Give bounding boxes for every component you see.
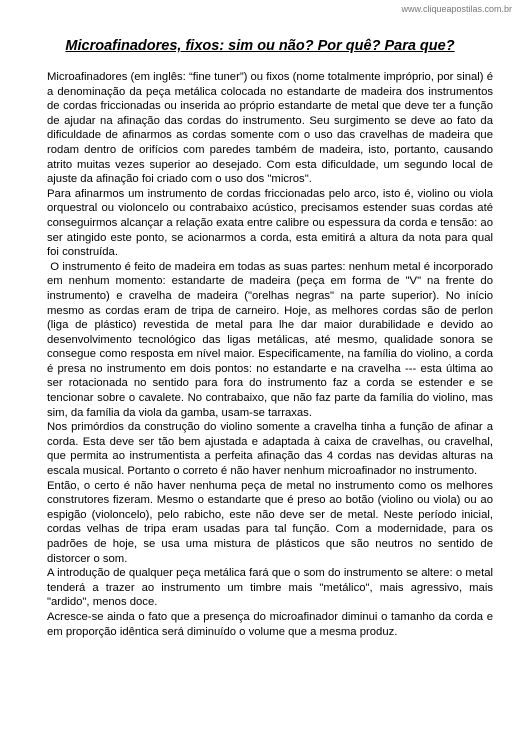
paragraph-6: A introdução de qualquer peça metálica fará que o som do instrumento se altere: o metal tenderá a trazer ao instrumento um timbre mais "metálico", mais agressivo, mais "ardido", menos doce. <box>47 567 493 609</box>
site-watermark: www.cliqueapostilas.com.br <box>401 4 512 14</box>
paragraph-1: Microafinadores (em inglês: “fine tuner”) ou fixos (nome totalmente impróprio, por sinal) é a denominação da peça metálica colocada no estandarte de madeira dos instrumentos de cordas friccionadas ou inserida ao próprio estandarte de metal que deve ter a função de ajudar na afinação das cordas do instrumento. Seu surgimento se deve ao fato da dificuldade de afinarmos as cordas somente com o uso das cravelhas de madeira que rodam dentro de orifícios com paredes também de madeira, isto, portanto, causando atrito muitas vezes superior ao desejado. Com esta dificuldade, um segundo local de ajuste da afinação foi criado com o uso dos "micros". <box>47 71 493 186</box>
paragraph-3: O instrumento é feito de madeira em todas as suas partes: nenhum metal é incorporado em nenhum momento: estandarte de madeira (peça em forma de "V" na frente do instrumento) e cravelha de madeira ("orelhas negras" na parte superior). No início mesmo as cordas eram de tripa de carneiro. Hoje, as melhores cordas são de perlon (liga de plástico) revestida de metal para lhe dar maior durabilidade e devido ao desenvolvimento tecnológico das ligas metálicas, até mesmo, qualidade sonora se consegue como resposta em nível maior. Especificamente, na família do violino, a corda é presa no instrumento em dois pontos: no estandarte e na cravelha --- esta última ao ser rotacionada no sentido para fora do instrumento faz a corda se estender e se tencionar sobre o cavalete. No contrabaixo, que não faz parte da família do violino, mas sim, da família da viola da gamba, usam-se tarraxas. <box>47 260 497 419</box>
paragraph-5: Então, o certo é não haver nenhuma peça de metal no instrumento como os melhores construtores fizeram. Mesmo o estandarte que é preso ao botão (violino ou viola) ou ao espigão (violoncelo), pelo rabicho, este não deve ser de metal. Neste período inicial, cordas velhas de tripa eram usadas para tal função. Com a modernidade, para os padrões de hoje, se usa uma mistura de plásticos que são neutros no sentido de distorcer o som. <box>47 479 493 565</box>
article-body <box>47 70 497 639</box>
paragraph-2: Para afinarmos um instrumento de cordas friccionadas pelo arco, isto é, violino ou viola orquestral ou violoncelo ou contrabaixo acústico, precisamos estender suas cordas até conseguirmos alcançar a relação exata entre calibre ou espessura da corda e tensão: ao ser atingido este ponto, se acionarmos a corda, esta emitirá a altura da nota para qual foi construída. <box>47 187 493 259</box>
paragraph-4: Nos primórdios da construção do violino somente a cravelha tinha a função de afinar a corda. Esta deve ser tão bem ajustada e adaptada à caixa de cravelhas, ou cravelhal, que permita ao instrumentista a perfeita afinação das 4 cordas nas devidas alturas na escala musical. Portanto o correto é não haver nenhum microafinador no instrumento. <box>47 421 493 478</box>
paragraph-7: Acresce-se ainda o fato que a presença do microafinador diminui o tamanho da corda e em proporção idêntica será diminuído o volume que a mesma produz. <box>47 610 493 638</box>
page-title: Microafinadores, fixos: sim ou não? Por quê? Para que? <box>65 38 455 54</box>
